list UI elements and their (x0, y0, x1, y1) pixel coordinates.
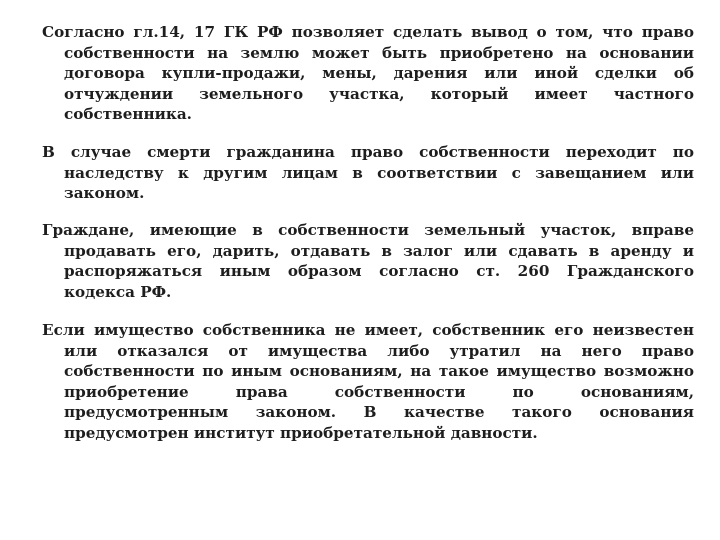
paragraph-purchase-basis: Согласно гл.14, 17 ГК РФ позволяет сделать вывод о том, что право собственности на землю может быть приобретено на основании договора купли-продажи, мены, дарения или иной сделки об отчуждении земельного участка, который имеет частного собственника. (42, 23, 694, 123)
paragraph-inheritance: В случае смерти гражданина право собственности переходит по наследству к другим лицам в соответствии с завещанием или законом. (42, 143, 694, 202)
paragraph-owner-rights: Граждане, имеющие в собственности земельный участок, вправе продавать его, дарить, отдавать в залог или сдавать в аренду и распоряжаться иным образом согласно ст. 260 Гражданского кодекса РФ. (42, 221, 694, 301)
paragraph-acquisitive-prescription: Если имущество собственника не имеет, собственник его неизвестен или отказался от имущества либо утратил на него право собственности по иным основаниям, на такое имущество возможно приобретение права собственности по основаниям, предусмотренным законом. В качестве такого основания предусмотрен институт приобретательной давности. (42, 321, 694, 442)
